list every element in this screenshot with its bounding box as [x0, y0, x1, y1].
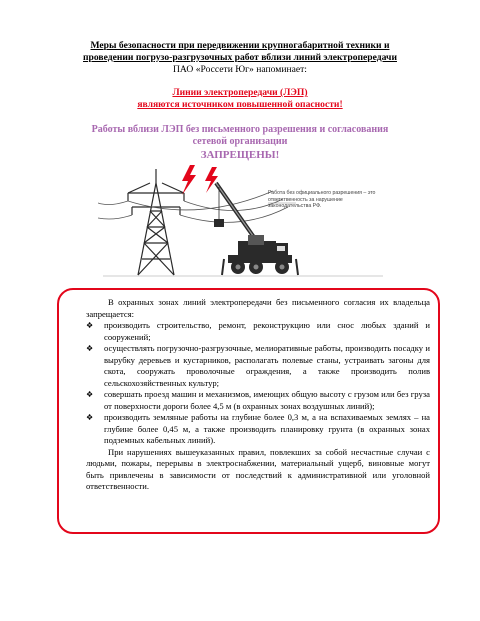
list-item [86, 412, 430, 447]
subtitle: ПАО «Россети Юг» напоминает: [173, 64, 307, 75]
diamond-bullet-icon: ❖ [86, 344, 94, 353]
illustration-caption: Работа без официального разрешения – это ответственность за нарушение законодательства РФ. [268, 190, 376, 209]
list-item [86, 389, 430, 412]
danger-line-1: Линии электропередачи (ЛЭП) [172, 87, 308, 98]
diamond-bullet-icon: ❖ [86, 390, 94, 399]
rules-text [86, 297, 430, 493]
diamond-bullet-icon: ❖ [86, 413, 94, 422]
danger-line-2: являются источником повышенной опасности! [137, 99, 343, 110]
list-item-text: производить строительство, ремонт, реконструкцию или снос любых зданий и сооружений; [104, 320, 430, 342]
rules-intro: В охранных зонах линий электропередачи без письменного согласия их владельца запрещается: [86, 297, 430, 319]
list-item-text: осуществлять погрузочно-разгрузочные, мелиоративные работы, производить посадку и вырубку деревьев и кустарников, располагать полевые станы, устраивать загоны для скота, сооружать проволочные ограждения, а также производить полив сельскохозяйственных культур; [104, 343, 430, 388]
document-title [30, 40, 450, 64]
crane-power-line-illustration [98, 163, 388, 281]
list-item [86, 343, 430, 389]
power-wires [98, 191, 288, 222]
list-item-text: производить земляные работы на глубине более 0,3 м, а на вспахиваемых землях – на глубине более 0,45 м, а также производить планировку грунта (в охранных зонах подземных кабельных линий). [104, 412, 430, 445]
lightning-icon [182, 165, 218, 195]
power-tower-icon [128, 169, 184, 275]
danger-notice [30, 87, 450, 111]
title-line-2: проведении погрузо-разгрузочных работ вблизи линий электропередачи [83, 52, 397, 63]
prohibition-line-2: сетевой организации [192, 136, 288, 147]
diamond-bullet-icon: ❖ [86, 321, 94, 330]
rules-list [86, 320, 430, 447]
prohibition-line-1: Работы вблизи ЛЭП без письменного разрешения и согласования [91, 124, 389, 135]
list-item [86, 320, 430, 343]
list-item-text: совершать проезд машин и механизмов, имеющих общую высоту с грузом или без груза от поверхности дороги более 4,5 м (в охранных зонах воздушных линий); [104, 389, 430, 411]
title-line-1: Меры безопасности при передвижении крупногабаритной техники и [90, 40, 390, 51]
prohibition-line-3: ЗАПРЕЩЕНЫ! [200, 149, 280, 161]
rules-outro: При нарушениях вышеуказанных правил, повлекших за собой несчастные случаи с людьми, пожары, перерывы в электроснабжении, материальный ущерб, виновные могут быть привлечены в зависимости от последствий к административной или уголовной ответственности. [86, 446, 430, 491]
prohibition-notice [30, 124, 450, 162]
